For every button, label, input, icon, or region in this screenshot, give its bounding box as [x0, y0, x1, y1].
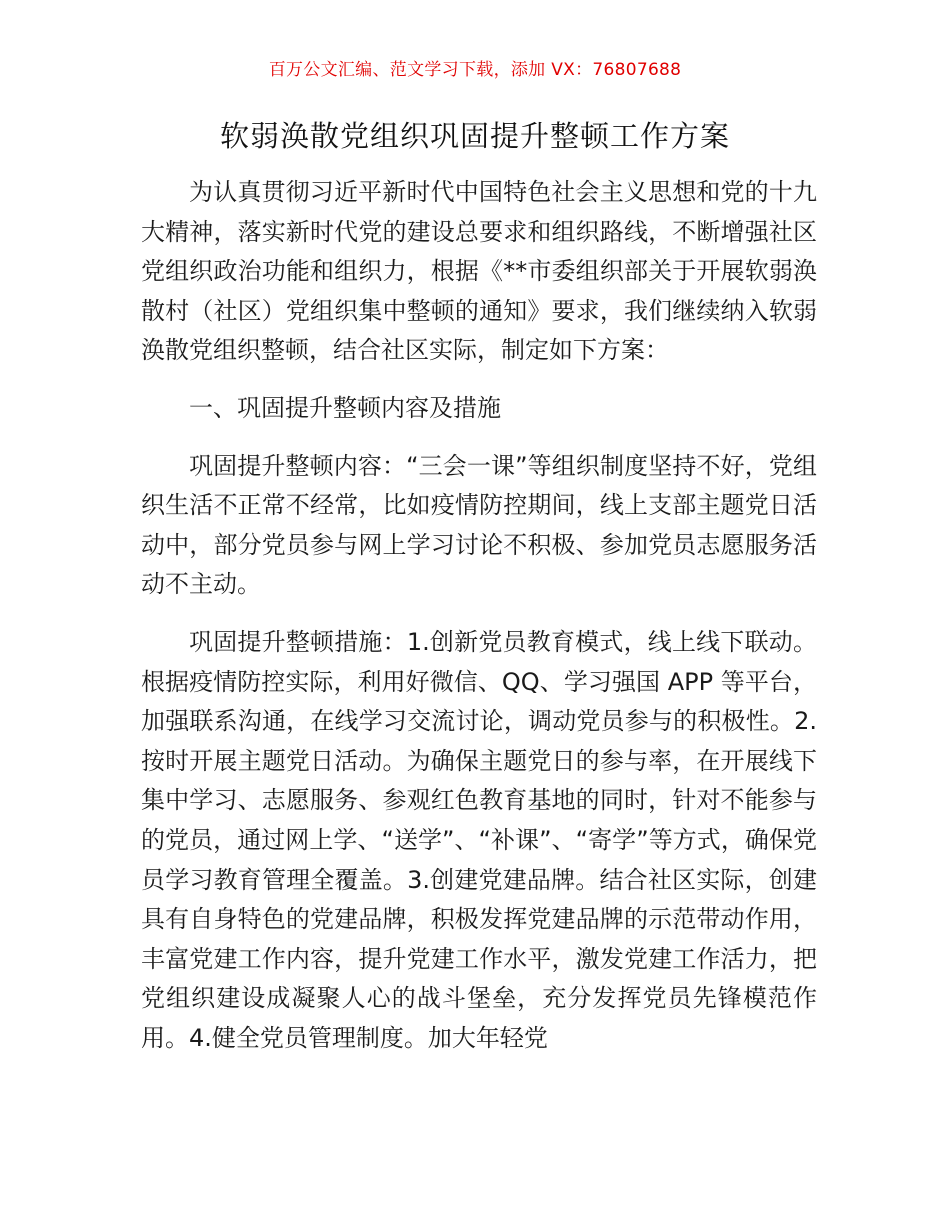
paragraph-measures: 巩固提升整顿措施：1.创新党员教育模式，线上线下联动。根据疫情防控实际，利用好微信、QQ、学习强国 APP 等平台，加强联系沟通，在线学习交流讨论，调动党员参与的积极性。2.按时开展主题党日活动。为确保主题党日的参与率，在开展线下集中学习、志愿服务、参观红色教育基地的同时，针对不能参与的党员，通过网上学、“送学”、“补课”、“寄学”等方式，确保党员学习教育管理全覆盖。3.创建党建品牌。结合社区实际，创建具有自身特色的党建品牌，积极发挥党建品牌的示范带动作用，丰富党建工作内容，提升党建工作水平，激发党建工作活力，把党组织建设成凝聚人心的战斗堡垒，充分发挥党员先锋模范作用。4.健全党员管理制度。加大年轻党 [141, 627, 817, 1052]
document-title: 软弱涣散党组织巩固提升整顿工作方案 [219, 119, 730, 153]
document-body [141, 173, 817, 1058]
paragraph-intro: 为认真贯彻习近平新时代中国特色社会主义思想和党的十九大精神，落实新时代党的建设总要求和组织路线，不断增强社区党组织政治功能和组织力，根据《**市委组织部关于开展软弱涣散村（社区）党组织集中整顿的通知》要求，我们继续纳入软弱涣散党组织整顿，结合社区实际，制定如下方案： [141, 178, 817, 365]
paragraph-content: 巩固提升整顿内容：“三会一课”等组织制度坚持不好，党组织生活不正常不经常，比如疫情防控期间，线上支部主题党日活动中，部分党员参与网上学习讨论不积极、参加党员志愿服务活动不主动。 [141, 451, 817, 599]
section-heading-1: 一、巩固提升整顿内容及措施 [189, 393, 501, 422]
watermark-header: 百万公文汇编、范文学习下载，添加 VX：76807688 [268, 60, 682, 80]
